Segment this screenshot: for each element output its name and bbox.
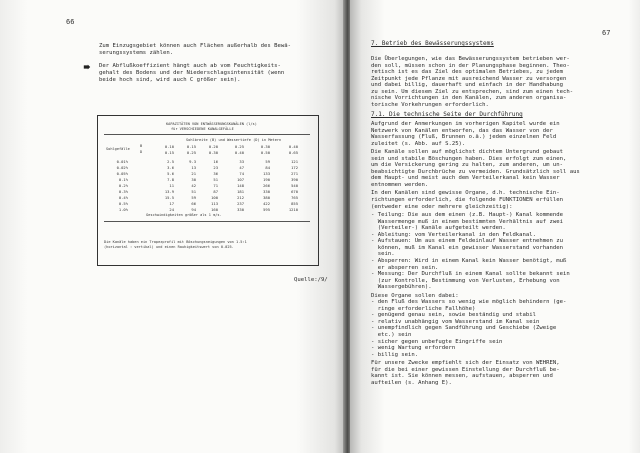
- table-cell: 23: [213, 165, 218, 170]
- table-footnote: (horizontal : vertikal) und einen Rauhigkeitswert von 0.025.: [104, 245, 234, 249]
- table-rule: [104, 134, 310, 135]
- table-d-value: 0.25: [186, 150, 196, 155]
- table-b-value: 0.15: [186, 144, 196, 149]
- table-b-value: 0.20: [208, 144, 218, 149]
- subsection-heading: 7.1. Die technische Seite der Durchführung: [371, 111, 523, 119]
- intro-line: serungssystems zählen.: [99, 50, 174, 56]
- table-cell: 330: [237, 207, 244, 212]
- right-page: [350, 0, 640, 453]
- table-cell: 172: [291, 165, 298, 170]
- paragraph-line: Netzwerk von Kanälen entworfen, das das Wasser von der: [371, 127, 553, 134]
- table-cell: 21: [191, 171, 196, 176]
- paragraph-line: zu sein. Um diesem Ziel zu entsprechen, sind zum einen tech-: [371, 88, 574, 95]
- table-subtitle: für VERSCHIEDENE KANALGEFÄLLE: [171, 127, 234, 131]
- paragraph-line: dem Haupt- und meist auch dem Verteilerkanal kein Wasser: [371, 175, 560, 182]
- table-cell: 3.6: [167, 165, 174, 170]
- paragraph-line: aufteilen (s. Anhang E).: [371, 379, 452, 386]
- table-slope-cell: 0.2%: [118, 183, 128, 188]
- table-cell: 271: [291, 171, 298, 176]
- page-number-right: 67: [602, 29, 611, 37]
- list-item-line: - sicher gegen unbefugte Eingriffe sein: [371, 338, 503, 345]
- hand-pointer-icon: [83, 63, 91, 71]
- table-cell: 181: [237, 189, 244, 194]
- table-cell: 1210: [288, 207, 298, 212]
- row-label-b: B: [140, 144, 143, 148]
- table-d-value: 0.15: [164, 150, 174, 155]
- list-item-line: - Aufstauen: Um aus einem Feldeinlauf Wasser entnehmen zu: [371, 238, 563, 245]
- list-item-line: - Messung: Der Durchfluß in einem Kanal sollte bekannt sein: [371, 271, 570, 278]
- table-b-value: 0.25: [234, 144, 244, 149]
- table-d-value: 0.40: [234, 150, 244, 155]
- table-slope-cell: 1.0%: [118, 207, 128, 212]
- paragraph-line: Die Kanäle sollen auf möglichst dichtem Untergrund gebaut: [371, 149, 563, 156]
- paragraph-line: zuleitet (s. Abb. auf S.25).: [371, 140, 466, 147]
- table-cell: 133: [263, 171, 270, 176]
- paragraph-line: beabsichtigte Durchbrüche zu vermeiden. Grundsätzlich soll aus: [371, 168, 580, 175]
- table-slope-cell: 0.5%: [118, 201, 128, 206]
- paragraph-line: für die bei einer gewissen Einstellung der Durchfluß be-: [371, 366, 560, 373]
- table-b-value: 0.30: [260, 144, 270, 149]
- table-cell: 160: [211, 207, 218, 212]
- table-cell: 330: [263, 189, 270, 194]
- table-b-value: 0.40: [288, 144, 298, 149]
- table-cell: 36: [213, 171, 218, 176]
- list-item-line: - Absperren: Wird in einem Kanal kein Wasser benötigt, muß: [371, 257, 567, 264]
- paragraph-line: Aufgrund der Anmerkungen im vorherigen Kapitel wurde ein: [371, 120, 560, 127]
- table-cell: 17: [169, 201, 174, 206]
- table-slope-cell: 0.01%: [116, 159, 128, 164]
- paragraph-line: Diese Organe sollen dabei:: [371, 292, 459, 299]
- list-item-line: - den Fluß des Wassers so wenig wie möglich behindern (ge-: [371, 299, 567, 306]
- table-cell: 595: [263, 207, 270, 212]
- table-cell: 51: [213, 177, 218, 182]
- intro-line: Zum Einzugsgebiet können auch Flächen außerhalb des Bewä-: [99, 43, 291, 49]
- table-cell: 212: [237, 195, 244, 200]
- table-cell: 71: [213, 183, 218, 188]
- table-cell: 47: [239, 165, 244, 170]
- table-title: KAPAZITÄTEN VON ENTWÄSSERUNGSKANÄLEN (l/s): [166, 122, 257, 126]
- table-cell: 5.6: [167, 171, 174, 176]
- table-cell: 107: [237, 177, 244, 182]
- table-cell: 59: [265, 159, 270, 164]
- table-slope-cell: 0.3%: [118, 189, 128, 194]
- table-cell: 33: [239, 159, 244, 164]
- list-item-line: (Verteiler-) Kanäle aufgeteilt werden.: [371, 225, 506, 232]
- table-cell: 13: [191, 165, 196, 170]
- paragraph-line: entnommen werden.: [371, 181, 429, 188]
- table-column-header: Sohlbreite (B) und Wassertiefe (D) in Metern: [186, 138, 282, 142]
- table-cell: 66: [191, 201, 196, 206]
- paragraph-line: Die Überlegungen, wie das Bewässerungssystem betrieben wer-: [371, 56, 570, 62]
- table-cell: 380: [263, 195, 270, 200]
- list-item-line: - wenig Wartung erfordern: [371, 345, 456, 352]
- table-cell: 266: [263, 183, 270, 188]
- list-item-line: - genügend genau sein, sowie beständig und stabil: [371, 312, 537, 319]
- list-item-line: können, muß im Kanal ein gewisser Wasserstand vorhanden: [371, 244, 563, 251]
- section-heading: 7. Betrieb des Bewässerungssystems: [371, 40, 494, 47]
- table-cell: 51: [191, 189, 196, 194]
- table-cell: 422: [263, 201, 270, 206]
- list-item-line: - billig sein.: [371, 351, 419, 358]
- table-rule: [104, 221, 310, 222]
- table-slope-cell: 0.05%: [116, 171, 128, 176]
- paragraph-line: Wasserfassung (Fluß, Brunnen o.ä.) jedem einzelnen Feld: [371, 134, 557, 141]
- list-item-line: - Teilung: Die aus dem einen (z.B. Haupt-) Kanal kommende: [371, 212, 563, 219]
- table-cell: 16: [213, 159, 218, 164]
- table-cell: 121: [291, 159, 298, 164]
- table-cell: 94: [191, 207, 196, 212]
- bullet-line: Der Abflußkoeffizient hängt auch ab vom Feuchtigkeits-: [99, 63, 281, 69]
- list-item-line: Wassergebühren).: [371, 284, 432, 291]
- paragraph-line: nische Vorrichtungen in den Kanälen, zum anderen organisa-: [371, 95, 567, 102]
- table-slope-cell: 0.02%: [116, 165, 128, 170]
- row-label-d: D: [140, 150, 143, 154]
- paragraph-line: (entweder eine oder mehrere gleichzeitig):: [371, 203, 513, 210]
- paragraph-line: den soll, müssen schon in der Planungsphase beginnen. Theo-: [371, 62, 570, 69]
- paragraph-line: und dabei billig, dauerhaft und einfach in der Handhabung: [371, 82, 563, 89]
- table-cell: 7.8: [167, 177, 174, 182]
- paragraph-line: um die Versickerung gering zu halten, zum anderen, um un-: [371, 162, 563, 169]
- table-cell: 84: [265, 165, 270, 170]
- table-slope-cell: 0.1%: [118, 177, 128, 182]
- table-footnote: Die Kanäle haben ein Trapezprofil mit Böschungsneigungen von 1.5:1: [104, 240, 247, 244]
- table-cell: 765: [291, 195, 298, 200]
- table-speed-note: Geschwindigkeiten größer als 1 m/s.: [146, 213, 222, 217]
- paragraph-line: Für unsere Zwecke empfiehlt sich der Einsatz von WEHREN,: [371, 360, 560, 367]
- table-cell: 24: [169, 207, 174, 212]
- list-item-line: - Ableitung: vom Verteilerkanal in den Feldkanal.: [371, 231, 537, 238]
- list-item-line: Wassermenge muß in einem bestimmten Verhältnis auf zwei: [371, 218, 563, 225]
- paragraph-line: retisch ist es das Ziel des optimalen Betriebes, zu jedem: [371, 69, 563, 76]
- list-item-line: ringe erforderliche Fallhöhe): [371, 305, 476, 312]
- paragraph-line: richtungen erforderlich, die folgende FUNKTIONEN erfüllen: [371, 197, 563, 203]
- table-d-value: 0.30: [208, 150, 218, 155]
- table-d-value: 0.50: [260, 150, 270, 155]
- table-cell: 15.5: [164, 195, 174, 200]
- list-item-line: - relativ unabhängig vom Wasserstand im Kanal sein: [371, 318, 540, 325]
- table-cell: 59: [191, 195, 196, 200]
- list-item-line: - unempfindlich gegen Sandführung und Geschiebe (Zweige: [371, 325, 557, 332]
- table-slope-cell: 0.4%: [118, 195, 128, 200]
- table-cell: 148: [237, 183, 244, 188]
- list-item-line: (zur Kontrolle, Bestimmung von Verlusten, Erhebung von: [371, 277, 560, 284]
- bullet-line: beide hoch sind, wird auch C größer sein).: [99, 77, 241, 83]
- list-item-line: etc.) sein: [371, 332, 412, 338]
- table-cell: 11: [169, 183, 174, 188]
- table-cell: 87: [213, 189, 218, 194]
- list-item-line: er absperren sein.: [371, 264, 439, 271]
- table-cell: 30: [191, 177, 196, 182]
- table-cell: 670: [291, 189, 298, 194]
- paragraph-line: Zeitpunkt jede Pflanze mit ausreichend Wasser zu versorgen: [371, 75, 567, 82]
- table-row-header: Sohlgefälle: [106, 147, 130, 151]
- table-cell: 390: [291, 177, 298, 182]
- source-reference: Quelle:/9/: [294, 277, 328, 283]
- bullet-line: gehalt des Bodens und der Niederschlagsintensität (wenn: [99, 70, 285, 76]
- list-item-line: sein.: [371, 251, 395, 258]
- table-cell: 9.3: [189, 159, 196, 164]
- table-cell: 113: [211, 201, 218, 206]
- page-number-left: 66: [66, 18, 75, 26]
- table-cell: 540: [291, 183, 298, 188]
- table-cell: 74: [239, 171, 244, 176]
- paragraph-line: torische Vorkehrungen erforderlich.: [371, 101, 489, 108]
- table-cell: 100: [211, 195, 218, 200]
- table-b-value: 0.10: [164, 144, 174, 149]
- paragraph-line: kannt ist. Sie können messen, aufstauen, absperren und: [371, 373, 553, 380]
- table-cell: 237: [237, 201, 244, 206]
- table-cell: 42: [191, 183, 196, 188]
- paragraph-line: sein und stabile Böschungen haben. Dies erfolgt zum einen,: [371, 155, 567, 162]
- capacity-table: [97, 115, 319, 266]
- table-cell: 2.5: [167, 159, 174, 164]
- table-cell: 13.9: [164, 189, 174, 194]
- table-cell: 190: [263, 177, 270, 182]
- paragraph-line: In den Kanälen sind gewisse Organe, d.h. technische Ein-: [371, 190, 560, 197]
- table-cell: 855: [291, 201, 298, 206]
- table-d-value: 0.65: [288, 150, 298, 155]
